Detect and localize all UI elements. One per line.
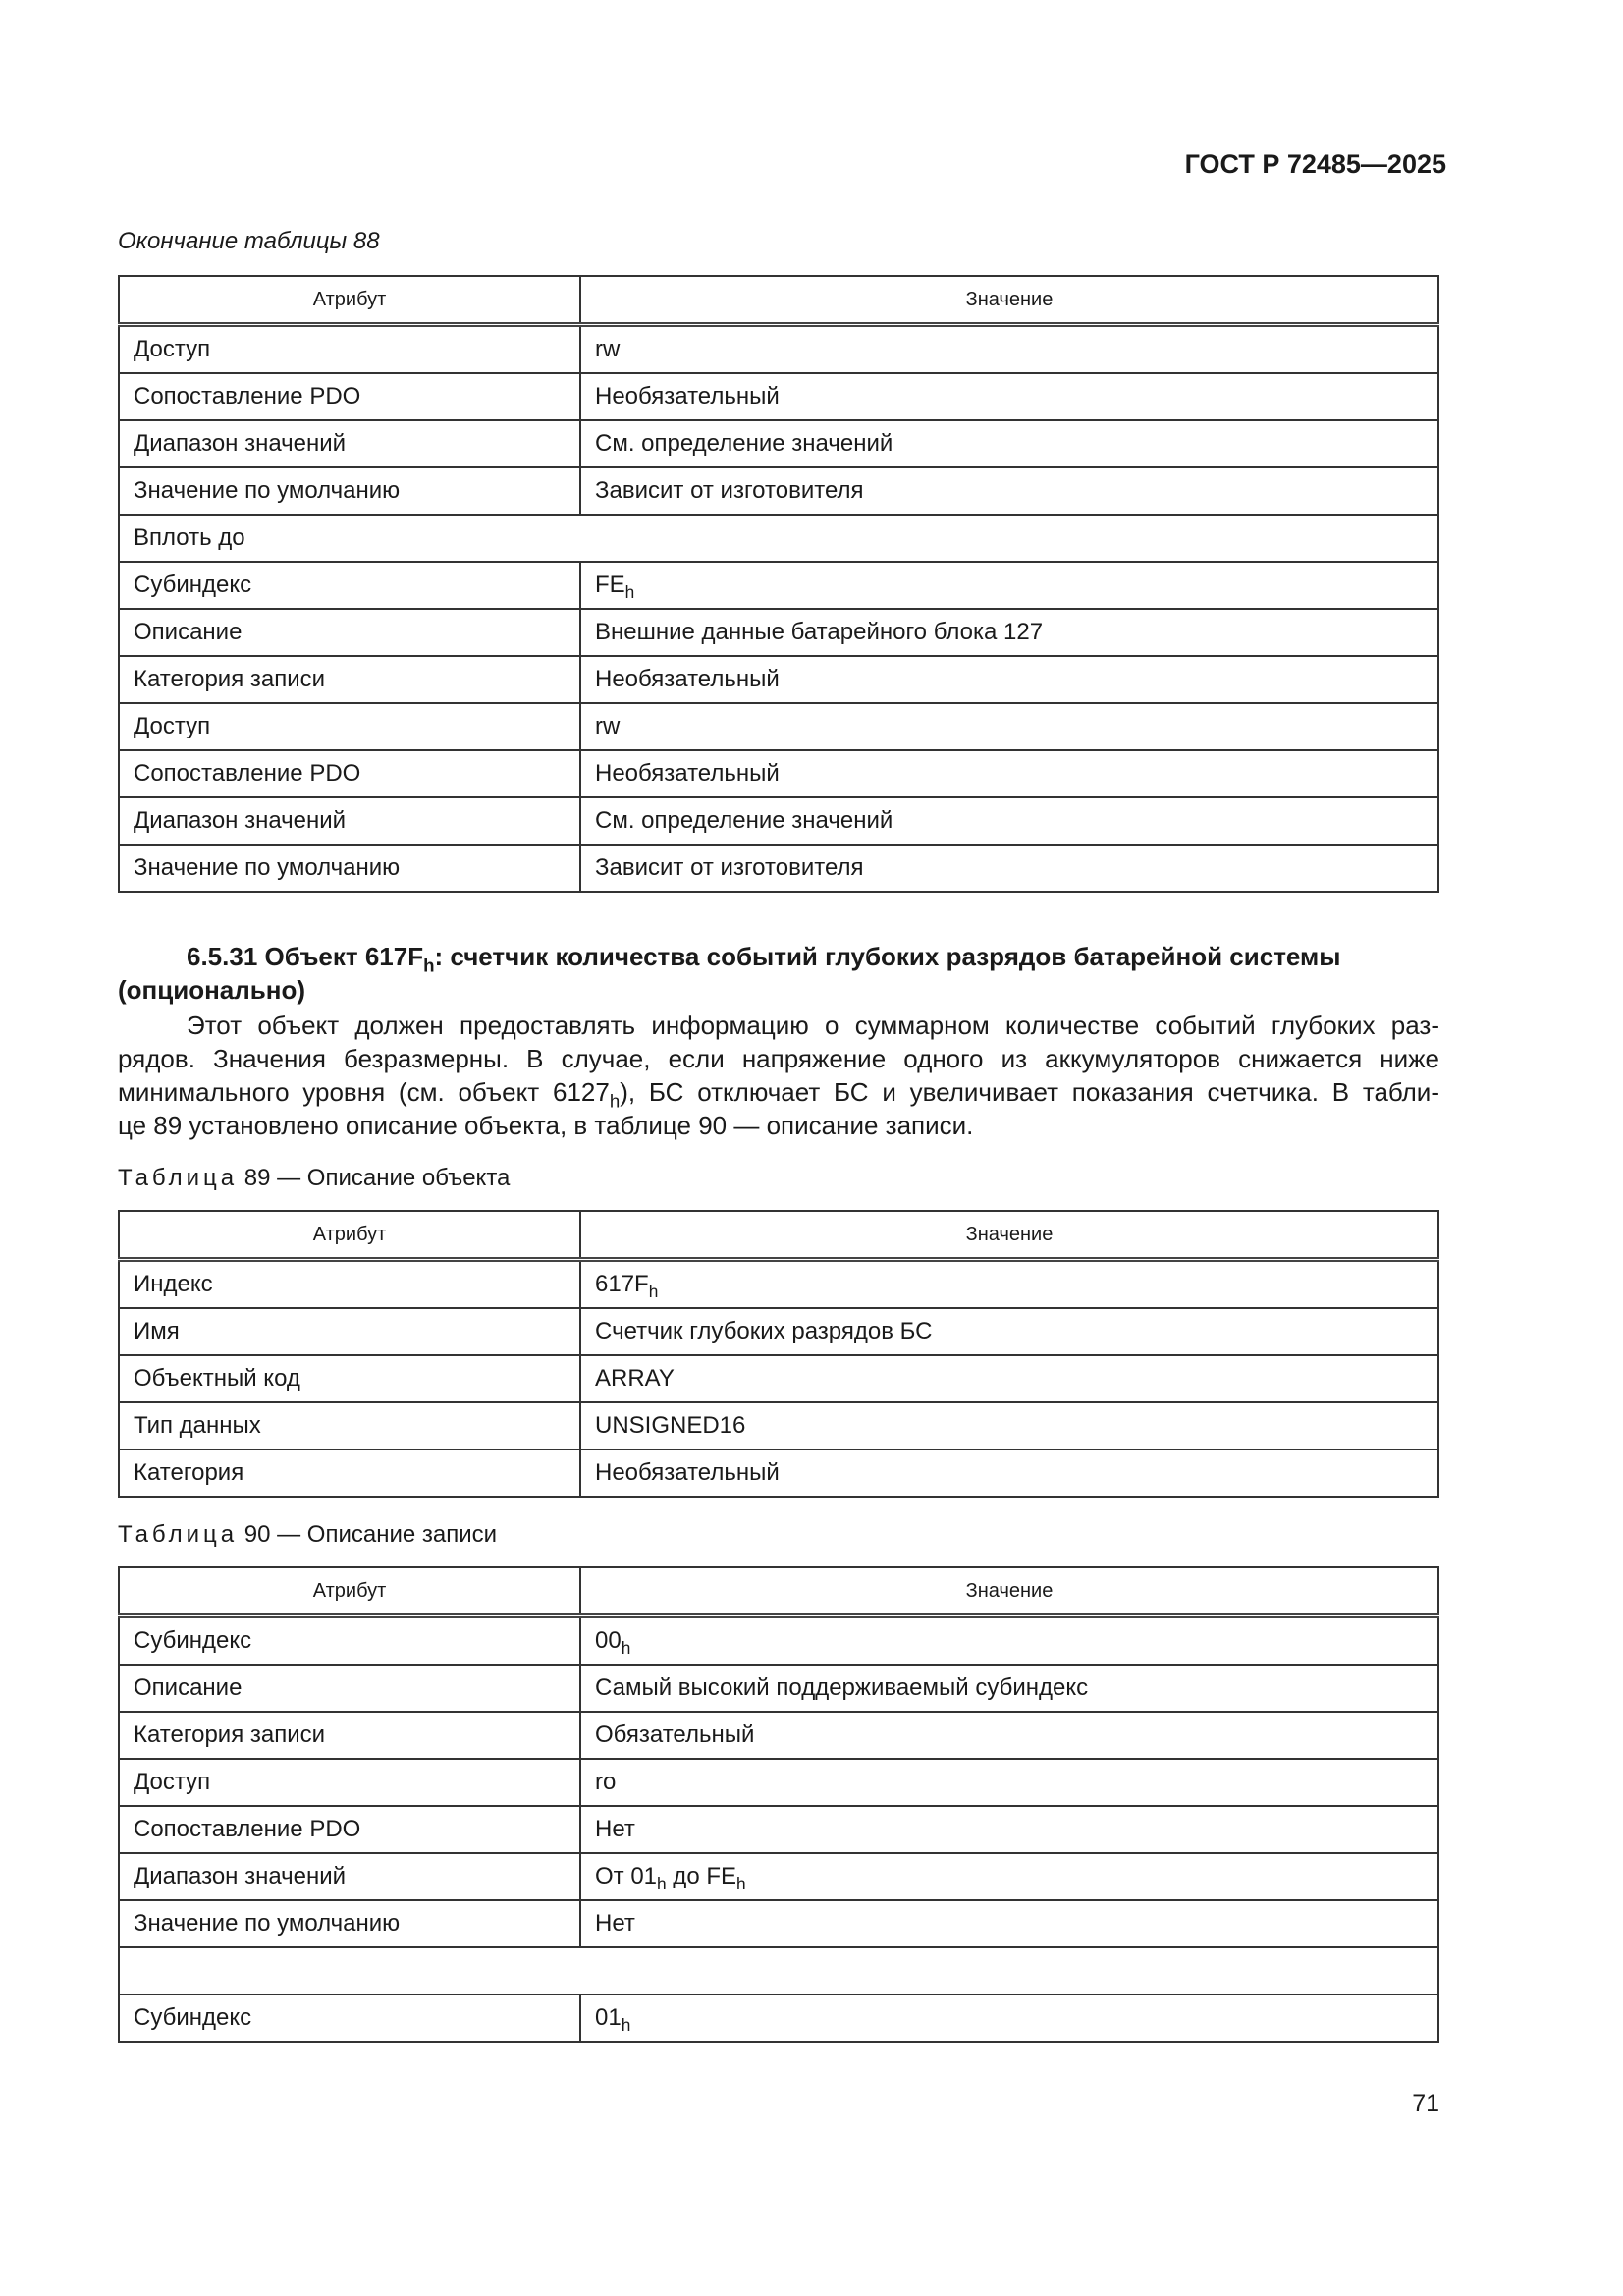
table-cell-span xyxy=(119,1947,1438,1995)
value-text: Необязательный xyxy=(595,1459,780,1486)
table-row xyxy=(119,467,1438,515)
table-row xyxy=(119,1665,1438,1712)
table-cell-attribute: Сопоставление PDO xyxy=(119,750,580,797)
table-cell-attribute: Описание xyxy=(119,1665,580,1712)
table-row xyxy=(119,420,1438,467)
value-text: Необязательный xyxy=(595,383,780,410)
table-88-continuation xyxy=(118,275,1439,893)
subscript-h: h xyxy=(621,1638,631,1659)
value-text: 00 xyxy=(595,1627,622,1654)
table-cell-attribute: Доступ xyxy=(119,325,580,374)
column-header-attribute: Атрибут xyxy=(119,1211,580,1260)
table-row xyxy=(119,1759,1438,1806)
table-row xyxy=(119,845,1438,892)
value-text: UNSIGNED16 xyxy=(595,1412,746,1439)
table-cell-attribute: Субиндекс xyxy=(119,1616,580,1666)
value-text: Зависит от изготовителя xyxy=(595,854,864,881)
table-row xyxy=(119,609,1438,656)
value-text: ro xyxy=(595,1769,617,1795)
column-header-attribute: Атрибут xyxy=(119,276,580,325)
table-row xyxy=(119,1308,1438,1355)
table-row xyxy=(119,750,1438,797)
table-row xyxy=(119,1616,1438,1666)
column-header-value: Значение xyxy=(580,276,1438,325)
table-cell-attribute: Значение по умолчанию xyxy=(119,845,580,892)
table-cell-attribute: Значение по умолчанию xyxy=(119,1900,580,1947)
subscript-h: h xyxy=(736,1874,746,1894)
table-89 xyxy=(118,1210,1439,1498)
section-heading-part1: 6.5.31 Объект 617F xyxy=(187,942,424,971)
table-cell-value xyxy=(580,1616,1438,1666)
table-row xyxy=(119,373,1438,420)
table-cell-value xyxy=(580,420,1438,467)
value-text: rw xyxy=(595,713,621,739)
value-text: Необязательный xyxy=(595,666,780,692)
table-caption-label: Таблица xyxy=(118,1165,239,1191)
table-row xyxy=(119,562,1438,609)
table-cell-value xyxy=(580,845,1438,892)
table-cell-attribute: Диапазон значений xyxy=(119,420,580,467)
table-row xyxy=(119,1449,1438,1497)
table-cell-attribute: Тип данных xyxy=(119,1402,580,1449)
table-cell-value xyxy=(580,1665,1438,1712)
table-cell-value xyxy=(580,1995,1438,2042)
table-cell-attribute: Субиндекс xyxy=(119,562,580,609)
value-text: Необязательный xyxy=(595,760,780,787)
table-cell-value xyxy=(580,1308,1438,1355)
value-text: Самый высокий поддерживаемый субиндекс xyxy=(595,1674,1089,1701)
value-text: Обязательный xyxy=(595,1722,755,1748)
subscript-h: h xyxy=(648,1282,659,1302)
value-text: Счетчик глубоких разрядов БС xyxy=(595,1318,933,1344)
table-row xyxy=(119,1355,1438,1402)
table-row xyxy=(119,1712,1438,1759)
table-cell-value xyxy=(580,1712,1438,1759)
paragraph-text: минимального уровня (см. объект 6127 xyxy=(118,1077,610,1107)
value-text: Внешние данные батарейного блока 127 xyxy=(595,619,1044,645)
table-89-caption xyxy=(118,1165,510,1192)
table-row xyxy=(119,797,1438,845)
table-row xyxy=(119,703,1438,750)
value-text: Нет xyxy=(595,1816,635,1842)
paragraph-subscript: h xyxy=(609,1090,621,1112)
value-text: От 01 xyxy=(595,1863,658,1889)
section-heading xyxy=(118,940,1439,1007)
section-heading-line2: (опционально) xyxy=(118,975,306,1005)
value-text: 617F xyxy=(595,1271,649,1297)
table-cell-value xyxy=(580,1806,1438,1853)
document-standard-header: ГОСТ Р 72485—2025 xyxy=(1184,149,1446,179)
table-row xyxy=(119,1853,1438,1900)
paragraph-line: рядов. Значения безразмерны. В случае, если напряжение одного из аккумуляторов снижается ниже xyxy=(118,1044,1439,1073)
table-row xyxy=(119,1260,1438,1309)
table-cell-value xyxy=(580,467,1438,515)
value-text: 01 xyxy=(595,2004,622,2031)
table-cell-span: Вплоть до xyxy=(119,515,1438,562)
subscript-h: h xyxy=(657,1874,667,1894)
table-90 xyxy=(118,1566,1439,2043)
paragraph-line xyxy=(118,1075,1439,1112)
value-text: до FE xyxy=(666,1863,736,1889)
section-heading-part2: : счетчик количества событий глубоких разрядов батарейной системы xyxy=(434,942,1341,971)
paragraph-line: Этот объект должен предоставлять информацию о суммарном количестве событий глубоких раз- xyxy=(187,1011,1439,1040)
table-cell-attribute: Значение по умолчанию xyxy=(119,467,580,515)
table-cell-attribute: Диапазон значений xyxy=(119,1853,580,1900)
table-cell-value xyxy=(580,1900,1438,1947)
table-caption-text: 90 — Описание записи xyxy=(238,1521,498,1548)
paragraph-text: ), БС отключает БС и увеличивает показания счетчика. В табли- xyxy=(620,1077,1439,1107)
table-row xyxy=(119,1402,1438,1449)
column-header-value: Значение xyxy=(580,1567,1438,1616)
table-cell-value xyxy=(580,609,1438,656)
table-row xyxy=(119,515,1438,562)
section-paragraph xyxy=(118,1009,1439,1142)
table-row xyxy=(119,325,1438,374)
table-cell-value xyxy=(580,750,1438,797)
table-cell-value xyxy=(580,1759,1438,1806)
table-cell-value xyxy=(580,1355,1438,1402)
column-header-value: Значение xyxy=(580,1211,1438,1260)
table-cell-attribute: Категория xyxy=(119,1449,580,1497)
table-cell-attribute: Сопоставление PDO xyxy=(119,373,580,420)
table-row xyxy=(119,1806,1438,1853)
table-cell-value xyxy=(580,797,1438,845)
table-cell-value xyxy=(580,373,1438,420)
value-text: Нет xyxy=(595,1910,635,1937)
table-cell-attribute: Доступ xyxy=(119,1759,580,1806)
table-cell-value xyxy=(580,1853,1438,1900)
value-text: FE xyxy=(595,572,625,598)
table-cell-attribute: Диапазон значений xyxy=(119,797,580,845)
paragraph-line: це 89 установлено описание объекта, в таблице 90 — описание записи. xyxy=(118,1111,974,1140)
table-row xyxy=(119,1947,1438,1995)
table-88-continuation-caption: Окончание таблицы 88 xyxy=(118,228,380,254)
table-cell-value xyxy=(580,656,1438,703)
table-90-caption xyxy=(118,1521,497,1549)
table-cell-value xyxy=(580,1402,1438,1449)
table-cell-attribute: Субиндекс xyxy=(119,1995,580,2042)
value-text: См. определение значений xyxy=(595,807,893,834)
table-cell-value xyxy=(580,703,1438,750)
subscript-h: h xyxy=(624,582,635,603)
value-text: Зависит от изготовителя xyxy=(595,477,864,504)
table-cell-value xyxy=(580,1449,1438,1497)
value-text: См. определение значений xyxy=(595,430,893,457)
table-row xyxy=(119,1995,1438,2042)
table-cell-attribute: Имя xyxy=(119,1308,580,1355)
value-text: rw xyxy=(595,336,621,362)
column-header-attribute: Атрибут xyxy=(119,1567,580,1616)
table-cell-value xyxy=(580,1260,1438,1309)
table-cell-attribute: Категория записи xyxy=(119,656,580,703)
table-row xyxy=(119,656,1438,703)
table-row xyxy=(119,1900,1438,1947)
value-text: ARRAY xyxy=(595,1365,675,1392)
table-cell-attribute: Доступ xyxy=(119,703,580,750)
table-cell-value xyxy=(580,325,1438,374)
table-cell-value xyxy=(580,562,1438,609)
page-number: 71 xyxy=(1412,2090,1439,2117)
table-cell-attribute: Объектный код xyxy=(119,1355,580,1402)
table-cell-attribute: Сопоставление PDO xyxy=(119,1806,580,1853)
table-caption-label: Таблица xyxy=(118,1521,239,1548)
table-cell-attribute: Индекс xyxy=(119,1260,580,1309)
section-heading-subscript: h xyxy=(423,955,435,976)
table-caption-text: 89 — Описание объекта xyxy=(238,1165,511,1191)
table-cell-attribute: Категория записи xyxy=(119,1712,580,1759)
subscript-h: h xyxy=(621,2015,631,2036)
table-cell-attribute: Описание xyxy=(119,609,580,656)
